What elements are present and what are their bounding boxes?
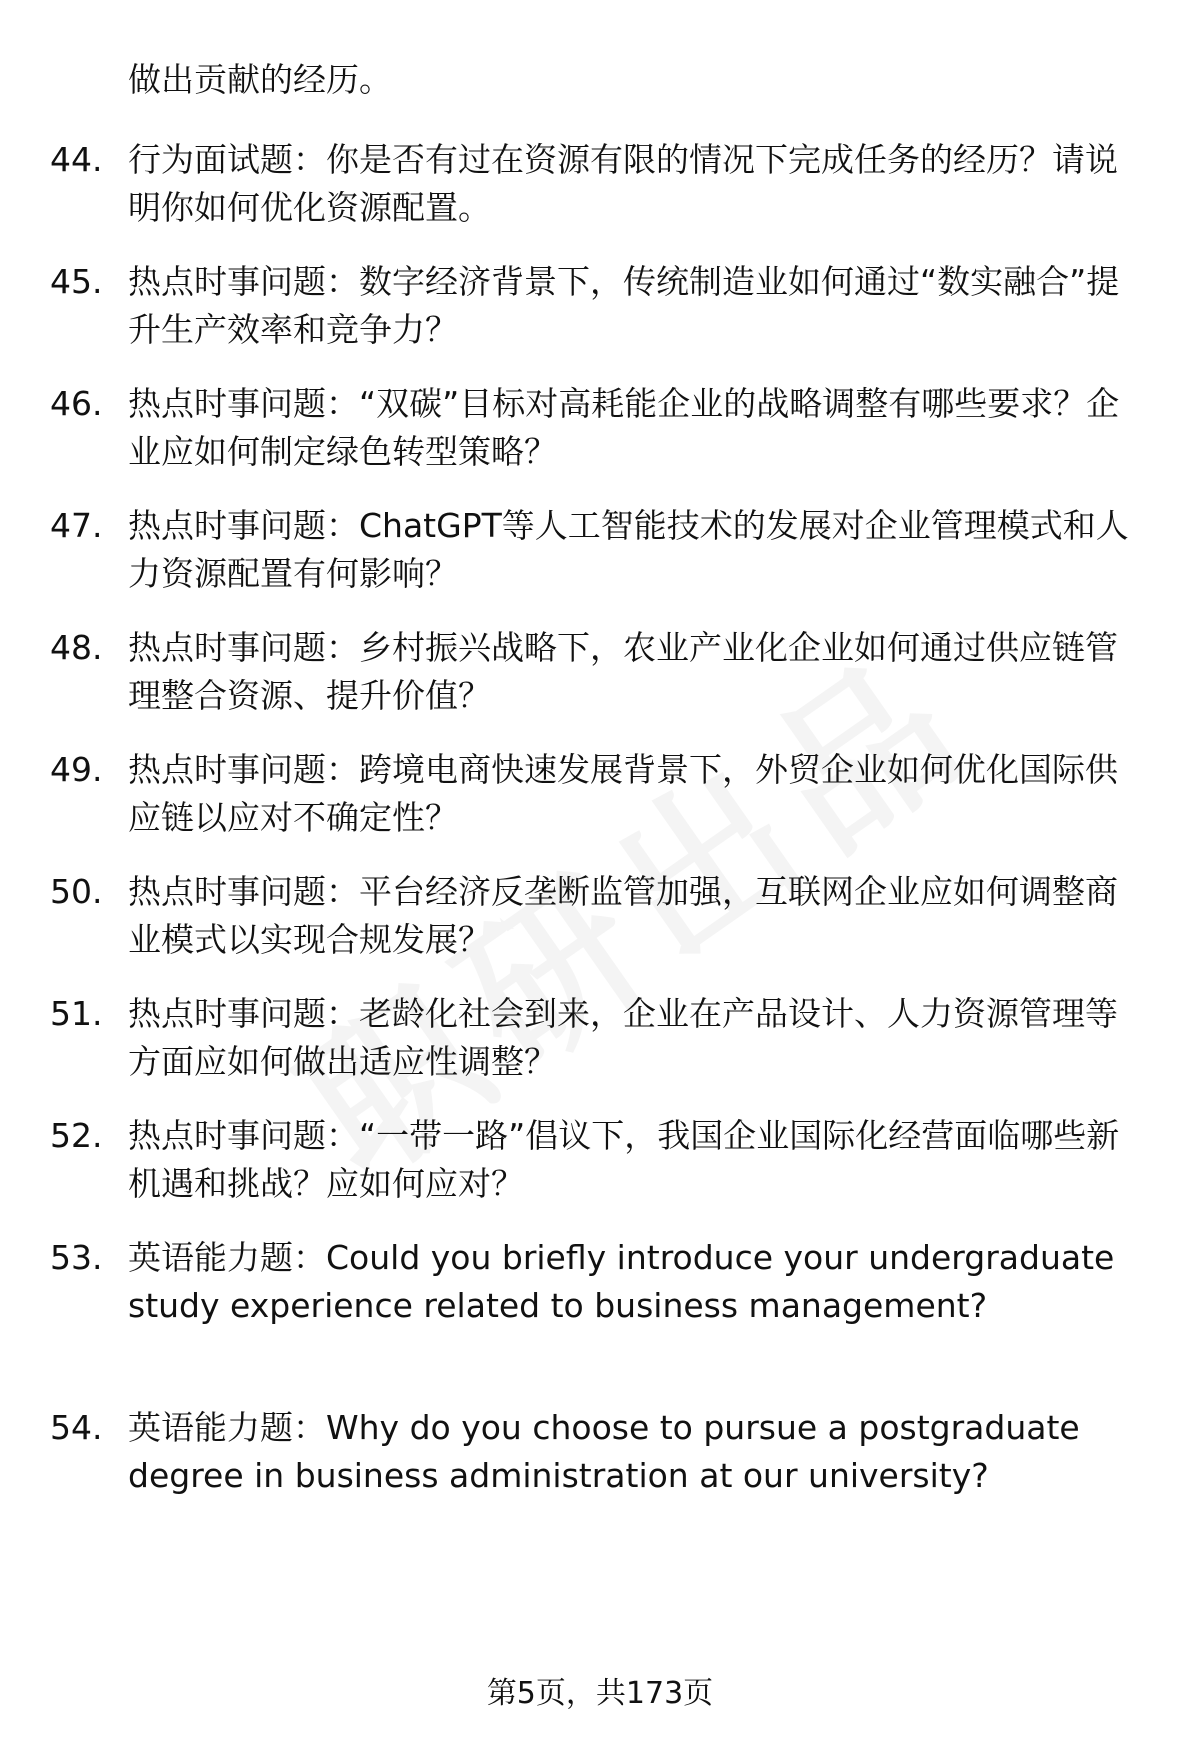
question-number: 47. [50,506,103,545]
question-item-53 [50,1234,1150,1330]
question-text: 热点时事问题：跨境电商快速发展背景下，外贸企业如何优化国际供应链以应对不确定性？ [128,750,1118,837]
question-text: 英语能力题：Why do you choose to pursue a postgraduate degree in business administration at our university? [128,1408,1080,1495]
question-text: 热点时事问题：老龄化社会到来，企业在产品设计、人力资源管理等方面应如何做出适应性调整？ [128,994,1118,1081]
question-number: 51. [50,994,103,1033]
question-text: 行为面试题：你是否有过在资源有限的情况下完成任务的经历？请说明你如何优化资源配置。 [128,140,1118,227]
question-text: 英语能力题：Could you briefly introduce your undergraduate study experience related to business management? [128,1238,1115,1325]
page-footer: 第5页，共173页 [486,1676,714,1711]
question-item-54 [50,1404,1150,1500]
question-text: 热点时事问题：数字经济背景下，传统制造业如何通过“数实融合”提升生产效率和竞争力？ [128,262,1120,349]
question-item-50 [50,868,1150,964]
question-text: 热点时事问题：“双碳”目标对高耗能企业的战略调整有哪些要求？企业应如何制定绿色转型策略？ [128,384,1120,471]
question-item-52 [50,1112,1150,1208]
question-number: 44. [50,140,103,179]
question-item-51 [50,990,1150,1086]
question-number: 46. [50,384,103,423]
question-item-48 [50,624,1150,720]
question-item-49 [50,746,1150,842]
question-item-45 [50,258,1150,354]
question-item-47 [50,502,1150,598]
continuation-text: 做出贡献的经历。 [128,60,392,99]
question-number: 50. [50,872,103,911]
question-number: 54. [50,1408,103,1447]
question-item-44 [50,136,1150,232]
question-text: 热点时事问题：乡村振兴战略下，农业产业化企业如何通过供应链管理整合资源、提升价值？ [128,628,1118,715]
question-text: 热点时事问题：“一带一路”倡议下，我国企业国际化经营面临哪些新机遇和挑战？应如何应对？ [128,1116,1120,1203]
question-text: 热点时事问题：ChatGPT等人工智能技术的发展对企业管理模式和人力资源配置有何影响？ [128,506,1129,593]
question-number: 48. [50,628,103,667]
question-text: 热点时事问题：平台经济反垄断监管加强，互联网企业应如何调整商业模式以实现合规发展？ [128,872,1118,959]
question-number: 52. [50,1116,103,1155]
question-number: 49. [50,750,103,789]
question-number: 45. [50,262,103,301]
question-number: 53. [50,1238,103,1277]
question-item-46 [50,380,1150,476]
